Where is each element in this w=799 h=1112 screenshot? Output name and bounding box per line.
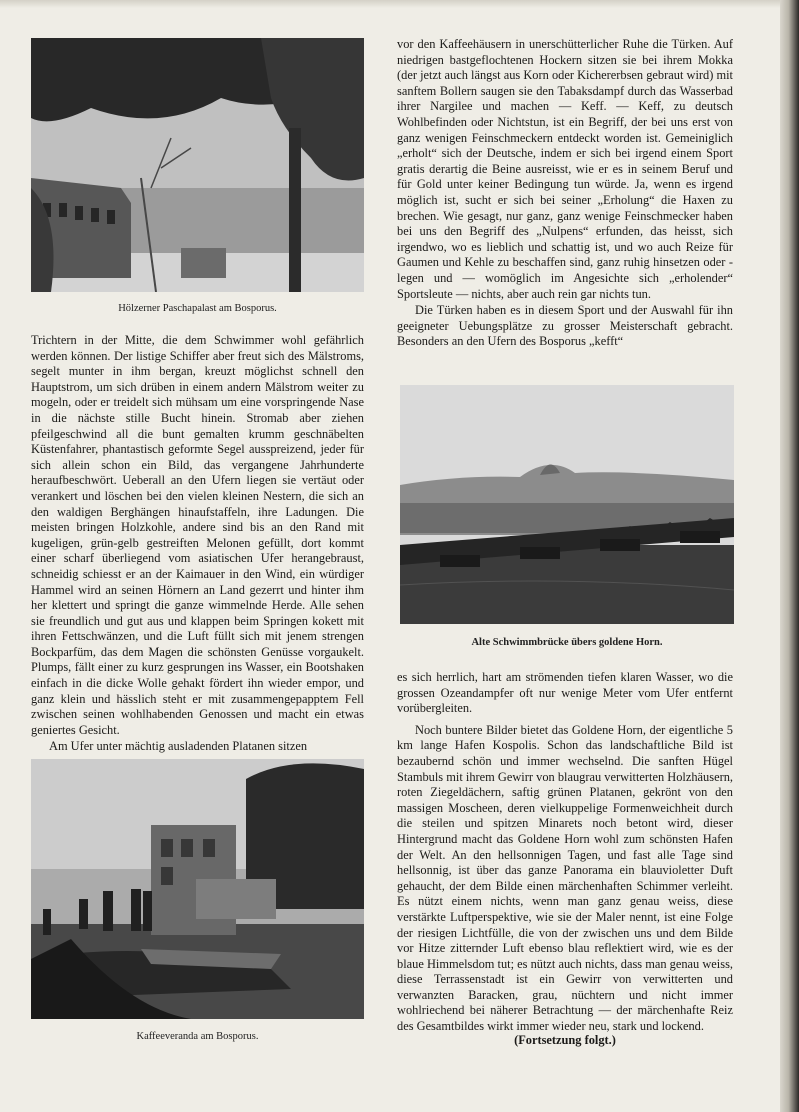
- photo-kaffeeveranda: [31, 759, 364, 1019]
- caption-schwimmbruecke: Alte Schwimmbrücke übers goldene Horn.: [471, 637, 663, 648]
- right-text-column-bottom: [397, 670, 733, 1035]
- left-text-column: [31, 333, 364, 755]
- photo-paschapalast: [31, 38, 364, 292]
- left-paragraph-2: Am Ufer unter mächtig ausladenden Platanen sitzen: [49, 739, 308, 754]
- right-paragraph-1: vor den Kaffeehäusern in unerschütterlicher Ruhe die Türken. Auf niedrigen bastgeflochtenen Hockern sitzen sie bei ihrem Mokka (der jetzt auch längst aus Korn oder Kichererbsen gebraut wird) mit sanftem Bollern saugen sie den Tabaksdampf durch das Wasserbad ihrer Nargilee und machen — Keff. — Keff, zu deutsch Wohlbefinden oder Nichtstun, ist ein Begriff, der bei uns erst von ganz wenigen Feinschmeckern entdeckt worden ist. Gemeiniglich „erholt“ sich der Deutsche, indem er sich bei irgend einem Sport gratis derartig die Beine ausreisst, wie er es in seinem Beruf und für Gold unter keiner Bedingung tun würde. Ja, wenn es irgend möglich ist, sucht er sich bei seiner „Erholung“ die Haxen zu brechen. Wie gesagt, nur ganz, ganz wenige Feinschmecker haben bei uns den Begriff des „Nulpens“ erfunden, das heisst, sich irgendwo, wo es lieblich und schattig ist, und wo auch Reize für Gaumen und Kehle zu beschaffen sind, ganz ruhig hinsetzen oder -legen und — womöglich im Angesichte sich „erholender“ Sportsleute — nichts, aber auch rein gar nichts tun.: [397, 37, 733, 301]
- caption-kaffeeveranda: Kaffeeveranda am Bosporus.: [136, 1031, 259, 1042]
- photo-schwimmbruecke: [400, 385, 734, 624]
- right-paragraph-3: es sich herrlich, hart am strömenden tiefen klaren Wasser, wo die grossen Ozeandampfer oft nur wenige Meter vom Ufer entfernt vorübergleiten.: [397, 670, 733, 716]
- right-paragraph-4: Noch buntere Bilder bietet das Goldene Horn, der eigentliche 5 km lange Hafen Kospolis. Schon das landschaftliche Bild ist bezaubernd schön und immer wechselnd. Die sanften Hügel Stambuls mit ihrem Gewirr von blaugrau verwitterten Holzhäusern, roten Ziegeldächern, saftig grünen Platanen, gekrönt von den massigen Moscheen, deren vielkuppelige Formenweichheit durch die steilen und spitzen Minarets noch betont wird, dieser Hintergrund macht das Goldene Horn wohl zum schönsten Hafen der Welt. An den hellsonnigen Tagen, und fast alle Tage sind hellsonnig, ist über das ganze Panorama ein blauvioletter Duft gehaucht, der dem Bilde einen märchenhaften Schimmer verleiht. Es nützt einem nichts, wenn man ganz genau weiss, diese verstärkte Luftperspektive, wie sie der Maler nennt, ist eine Folge der riesigen Lichtfülle, die von der zwischen uns und dem Bilde vor Hitze zitternder Luft ebenso blau reflektiert wird, wie es der blaue Himmelsdom tut; es nützt auch nichts, dass man genau weiss, diese Terrassenstadt ist ein Gewirr von verwitterten und verwanzten Baracken, grau, nüchtern und nicht immer wohlriechend bei näherer Betrachtung — der märchenhafte Reiz des Gesamtbildes wirkt immer wieder neu, stark und lockend.: [397, 722, 733, 1034]
- continuation-note: (Fortsetzung folgt.): [514, 1033, 616, 1047]
- left-paragraph-1: Trichtern in der Mitte, die dem Schwimmer wohl gefährlich werden können. Der listige Schiffer aber freut sich des Mälstroms, segelt munter in ihm bergan, kreuzt möglichst schnell den Hauptstrom, um sich drüben in einem andern Mälstrom weiter zu mogeln, oder er treidelt sich mühsam um eine vorspringende Nase in die nächste stille Bucht hinein. Stromab aber ziehen pfeilgeschwind all die bunt gemalten krumm geschnäbelten Küstenfahrer, phantastisch geformte Segel ausspreizend, jeder für sich allein schon ein Bild, das vergangene Jahrhunderte heraufbeschwört. Ueberall an den Ufern liegen sie vertäut oder verankert und löschen bei den vielen kleinen Nestern, die sich an den waldigen Berghängen hinaufstaffeln, ihre Ladungen. Die meisten bringen Holzkohle, andere sind bis an den Rand mit kugeligen, grün-gelb gestreiften Melonen gefüllt, dort kommt einer scharf überliegend vom asiatischen Ufer herangebraust, schneidig schiesst er an der Kaimauer in den Wind, ein würdiger Hammel wird an seinen Hörnern an Land gezerrt und hinter ihm her klettert und springt die ganze wimmelnde Herde. Alle sehen sie freundlich und gut aus und klappen beim Springen kokett mit ihren Fettschwänzen, und die Luft füllt sich mit jenem strengen Bockparfüm, das dem Magen die schönsten Genüsse vorgaukelt. Plumps, fällt einer zu kurz gesprungen ins Wasser, ein Bootshaken einfach in die dicke Wolle gehakt fördert ihn wieder empor, und ganz klein und hässlich steht er mit zusammengepapptem Fell zwischen seinen wohlhabenden Genossen und macht ein etwas geniertes Gesicht.: [31, 333, 364, 737]
- page-top-edge: [0, 0, 780, 8]
- right-paragraph-2: Die Türken haben es in diesem Sport und der Auswahl für ihn geeigneter Uebungsplätze zu grosser Meisterschaft gebracht. Besonders an den Ufern des Bosporus „kefft“: [397, 303, 733, 349]
- caption-paschapalast: Hölzerner Paschapalast am Bosporus.: [118, 303, 277, 314]
- right-text-column-top: [397, 37, 733, 350]
- page-binding-edge: [780, 0, 799, 1112]
